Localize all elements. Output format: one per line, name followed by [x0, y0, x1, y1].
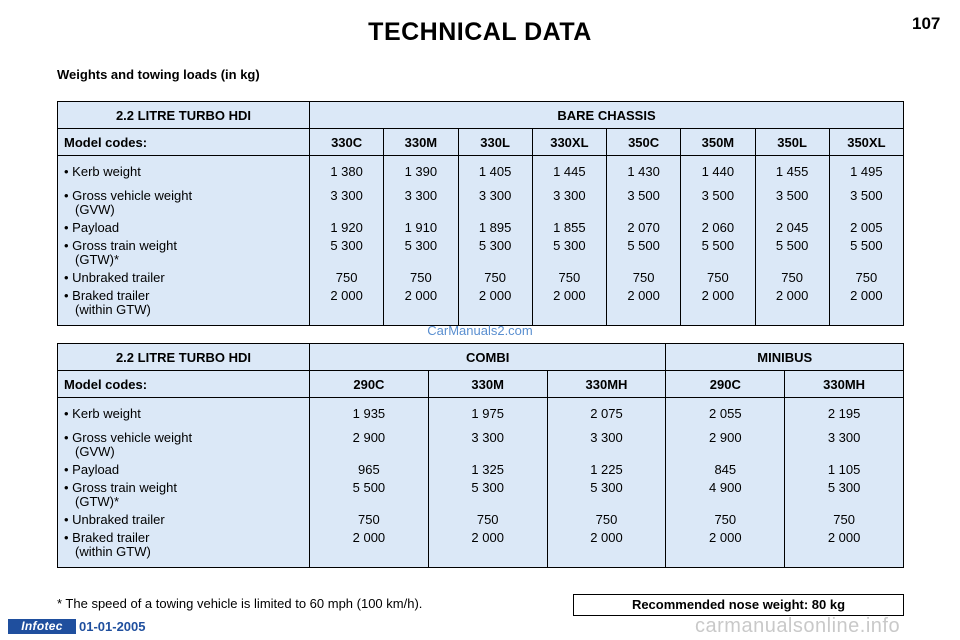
value-cell: 1 225 [547, 463, 666, 481]
value-cell: 5 300 [547, 481, 666, 513]
value-cell: 5 500 [829, 239, 903, 271]
model-code: 330L [458, 129, 532, 156]
value-cell: 2 000 [755, 289, 829, 326]
value-cell: 3 300 [428, 431, 547, 463]
row-label [58, 289, 310, 326]
value-cell: 2 000 [384, 289, 458, 326]
value-cell: 2 000 [428, 531, 547, 568]
row-label [58, 189, 310, 221]
value-cell: 3 300 [532, 189, 606, 221]
value-cell: 2 900 [666, 431, 785, 463]
value-cell: 4 900 [666, 481, 785, 513]
row-label-text: • Gross train weight [64, 238, 177, 253]
row-label [58, 431, 310, 463]
row-label [58, 531, 310, 568]
model-code: 350L [755, 129, 829, 156]
value-cell: 5 500 [755, 239, 829, 271]
value-cell: 5 300 [785, 481, 904, 513]
value-cell: 2 900 [310, 431, 429, 463]
table-row [58, 156, 904, 190]
value-cell: 5 300 [532, 239, 606, 271]
row-label-sub: (GTW)* [75, 494, 120, 509]
row-label-text: • Kerb weight [64, 406, 141, 421]
value-cell: 5 500 [681, 239, 755, 271]
value-cell: 2 195 [785, 398, 904, 432]
model-code: 330MH [547, 371, 666, 398]
value-cell: 750 [310, 513, 429, 531]
nose-weight-box: Recommended nose weight: 80 kg [573, 594, 904, 616]
model-code: 330M [384, 129, 458, 156]
value-cell: 2 000 [310, 531, 429, 568]
model-code: 330MH [785, 371, 904, 398]
value-cell: 5 300 [310, 239, 384, 271]
value-cell: 1 380 [310, 156, 384, 190]
value-cell: 1 855 [532, 221, 606, 239]
row-label [58, 463, 310, 481]
value-cell: 3 300 [785, 431, 904, 463]
combi-minibus-table [57, 343, 904, 568]
row-label-text: • Payload [64, 462, 120, 477]
value-cell: 1 390 [384, 156, 458, 190]
value-cell: 750 [681, 271, 755, 289]
value-cell: 1 910 [384, 221, 458, 239]
value-cell: 2 045 [755, 221, 829, 239]
row-label-text: • Gross train weight [64, 480, 177, 495]
value-cell: 2 060 [681, 221, 755, 239]
site-watermark: carmanualsonline.info [695, 615, 901, 637]
model-code: 290C [310, 371, 429, 398]
group-header: BARE CHASSIS [310, 102, 904, 129]
value-cell: 3 300 [310, 189, 384, 221]
value-cell: 2 000 [310, 289, 384, 326]
row-label [58, 513, 310, 531]
value-cell: 750 [384, 271, 458, 289]
footer-date: 01-01-2005 [79, 619, 146, 634]
value-cell: 750 [785, 513, 904, 531]
value-cell: 3 500 [681, 189, 755, 221]
value-cell: 1 445 [532, 156, 606, 190]
value-cell: 2 005 [829, 221, 903, 239]
value-cell: 2 070 [607, 221, 681, 239]
value-cell: 2 000 [547, 531, 666, 568]
row-label-text: • Gross vehicle weight [64, 430, 193, 445]
value-cell: 1 105 [785, 463, 904, 481]
value-cell: 2 000 [532, 289, 606, 326]
value-cell: 1 430 [607, 156, 681, 190]
row-label [58, 271, 310, 289]
table-row [58, 531, 904, 568]
row-label [58, 221, 310, 239]
row-label-text: • Braked trailer [64, 288, 150, 303]
value-cell: 5 500 [607, 239, 681, 271]
model-code: 330XL [532, 129, 606, 156]
section-subtitle: Weights and towing loads (in kg) [57, 67, 260, 82]
value-cell: 750 [310, 271, 384, 289]
table-row [58, 239, 904, 271]
value-cell: 750 [532, 271, 606, 289]
value-cell: 1 975 [428, 398, 547, 432]
value-cell: 5 500 [310, 481, 429, 513]
page-title: TECHNICAL DATA [368, 18, 592, 46]
value-cell: 2 000 [829, 289, 903, 326]
model-code: 350M [681, 129, 755, 156]
value-cell: 5 300 [428, 481, 547, 513]
table-row [58, 481, 904, 513]
row-label-text: • Unbraked trailer [64, 270, 165, 285]
row-label-text: • Payload [64, 220, 120, 235]
row-label [58, 239, 310, 271]
footnote: * The speed of a towing vehicle is limited to 60 mph (100 km/h). [57, 596, 423, 611]
row-label-sub: (within GTW) [75, 302, 151, 317]
row-label [58, 156, 310, 190]
value-cell: 2 075 [547, 398, 666, 432]
value-cell: 750 [458, 271, 532, 289]
value-cell: 3 500 [607, 189, 681, 221]
value-cell: 1 935 [310, 398, 429, 432]
model-code: 350C [607, 129, 681, 156]
infotec-logo: Infotec [8, 619, 76, 634]
value-cell: 2 000 [607, 289, 681, 326]
value-cell: 1 495 [829, 156, 903, 190]
row-label-text: • Gross vehicle weight [64, 188, 193, 203]
value-cell: 1 895 [458, 221, 532, 239]
value-cell: 2 000 [458, 289, 532, 326]
value-cell: 1 405 [458, 156, 532, 190]
watermark: CarManuals2.com [427, 323, 533, 338]
value-cell: 750 [829, 271, 903, 289]
value-cell: 750 [428, 513, 547, 531]
value-cell: 2 000 [681, 289, 755, 326]
table-row [58, 271, 904, 289]
table-row [58, 189, 904, 221]
model-codes-label: Model codes: [58, 129, 310, 156]
bare-chassis-table [57, 101, 904, 326]
value-cell: 1 325 [428, 463, 547, 481]
value-cell: 3 300 [458, 189, 532, 221]
model-code: 350XL [829, 129, 903, 156]
table-row [58, 513, 904, 531]
row-label-sub: (GVW) [75, 202, 115, 217]
row-label-sub: (GTW)* [75, 252, 120, 267]
row-label [58, 398, 310, 432]
row-label-sub: (within GTW) [75, 544, 151, 559]
engine-header: 2.2 LITRE TURBO HDI [58, 102, 310, 129]
value-cell: 3 300 [547, 431, 666, 463]
table-row [58, 463, 904, 481]
value-cell: 750 [547, 513, 666, 531]
value-cell: 5 300 [384, 239, 458, 271]
value-cell: 965 [310, 463, 429, 481]
value-cell: 2 000 [666, 531, 785, 568]
row-label-sub: (GVW) [75, 444, 115, 459]
table-row [58, 431, 904, 463]
value-cell: 1 920 [310, 221, 384, 239]
value-cell: 3 500 [829, 189, 903, 221]
row-label-text: • Unbraked trailer [64, 512, 165, 527]
model-code: 290C [666, 371, 785, 398]
value-cell: 750 [666, 513, 785, 531]
group-header-minibus: MINIBUS [666, 344, 904, 371]
row-label-text: • Braked trailer [64, 530, 150, 545]
row-label [58, 481, 310, 513]
table-row [58, 221, 904, 239]
model-codes-label: Model codes: [58, 371, 310, 398]
value-cell: 750 [755, 271, 829, 289]
value-cell: 845 [666, 463, 785, 481]
value-cell: 1 440 [681, 156, 755, 190]
engine-header: 2.2 LITRE TURBO HDI [58, 344, 310, 371]
value-cell: 750 [607, 271, 681, 289]
model-code: 330M [428, 371, 547, 398]
value-cell: 2 055 [666, 398, 785, 432]
value-cell: 5 300 [458, 239, 532, 271]
row-label-text: • Kerb weight [64, 164, 141, 179]
table-row [58, 398, 904, 432]
model-code: 330C [310, 129, 384, 156]
page-number: 107 [912, 14, 941, 33]
value-cell: 2 000 [785, 531, 904, 568]
table-row [58, 289, 904, 326]
group-header-combi: COMBI [310, 344, 666, 371]
value-cell: 1 455 [755, 156, 829, 190]
value-cell: 3 300 [384, 189, 458, 221]
value-cell: 3 500 [755, 189, 829, 221]
